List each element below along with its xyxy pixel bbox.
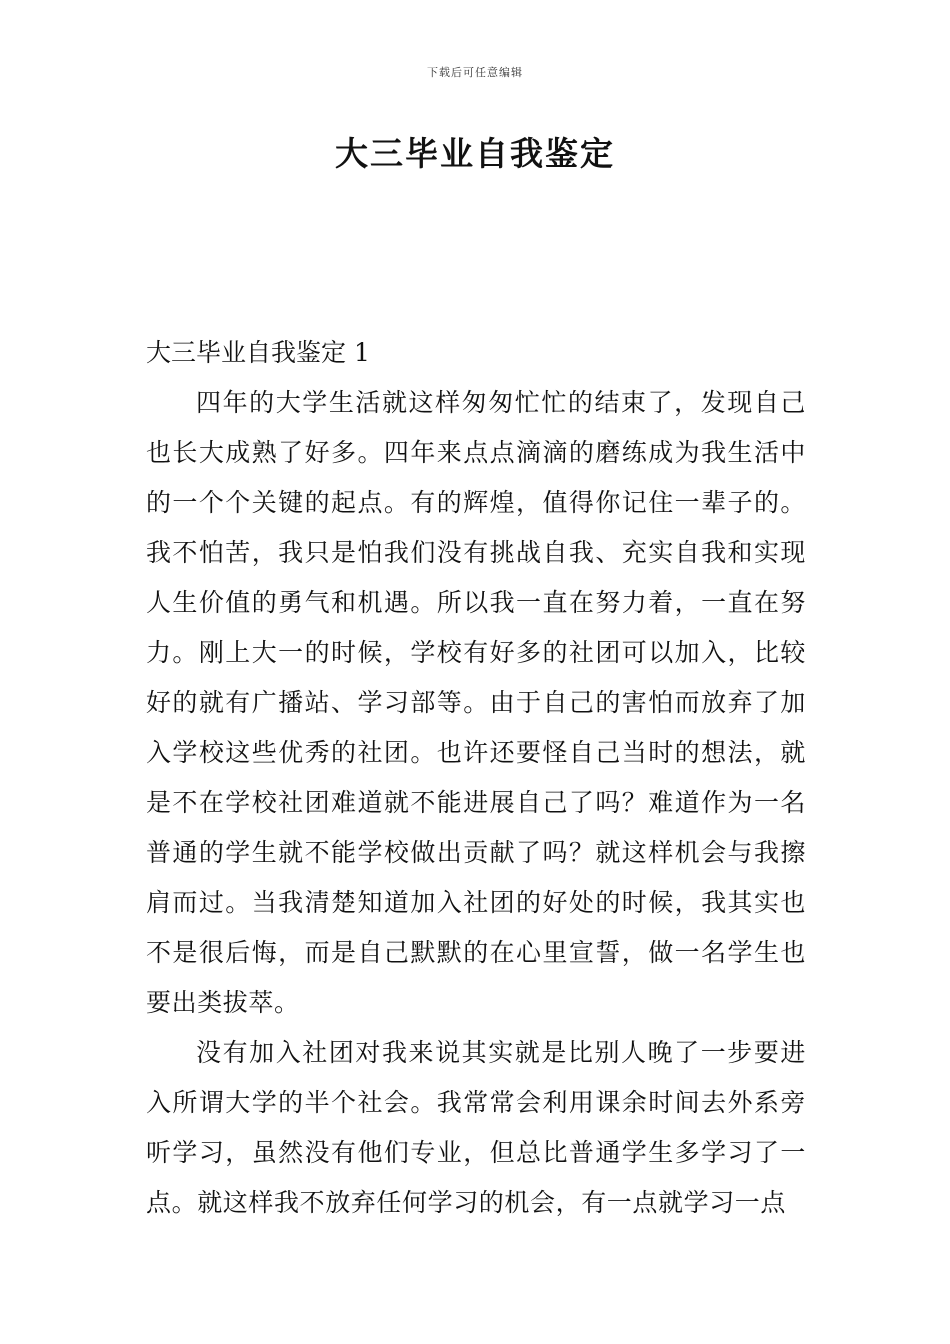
paragraph: 四年的大学生活就这样匆匆忙忙的结束了，发现自己也长大成熟了好多。四年来点点滴滴的磨练成为我生活中的一个个关键的起点。有的辉煌，值得你记住一辈子的。我不怕苦，我只是怕我们没有挑战自我、充实自我和实现人生价值的勇气和机遇。所以我一直在努力着，一直在努力。刚上大一的时候，学校有好多的社团可以加入，比较好的就有广播站、学习部等。由于自己的害怕而放弃了加入学校这些优秀的社团。也许还要怪自己当时的想法，就是不在学校社团难道就不能进展自己了吗？难道作为一名普通的学生就不能学校做出贡献了吗？就这样机会与我擦肩而过。当我清楚知道加入社团的好处的时候，我其实也不是很后悔，而是自己默默的在心里宣誓，做一名学生也要出类拔萃。 — [146, 388, 806, 1017]
section-heading: 大三毕业自我鉴定 1 — [146, 338, 370, 367]
header-note: 下载后可任意编辑 — [427, 66, 523, 79]
paragraph: 没有加入社团对我来说其实就是比别人晚了一步要进入所谓大学的半个社会。我常常会利用课余时间去外系旁听学习，虽然没有他们专业，但总比普通学生多学习了一点。就这样我不放弃任何学习的机会，有一点就学习一点 — [146, 1038, 806, 1217]
document-body — [146, 328, 806, 1228]
document-title: 大三毕业自我鉴定 — [335, 134, 615, 173]
